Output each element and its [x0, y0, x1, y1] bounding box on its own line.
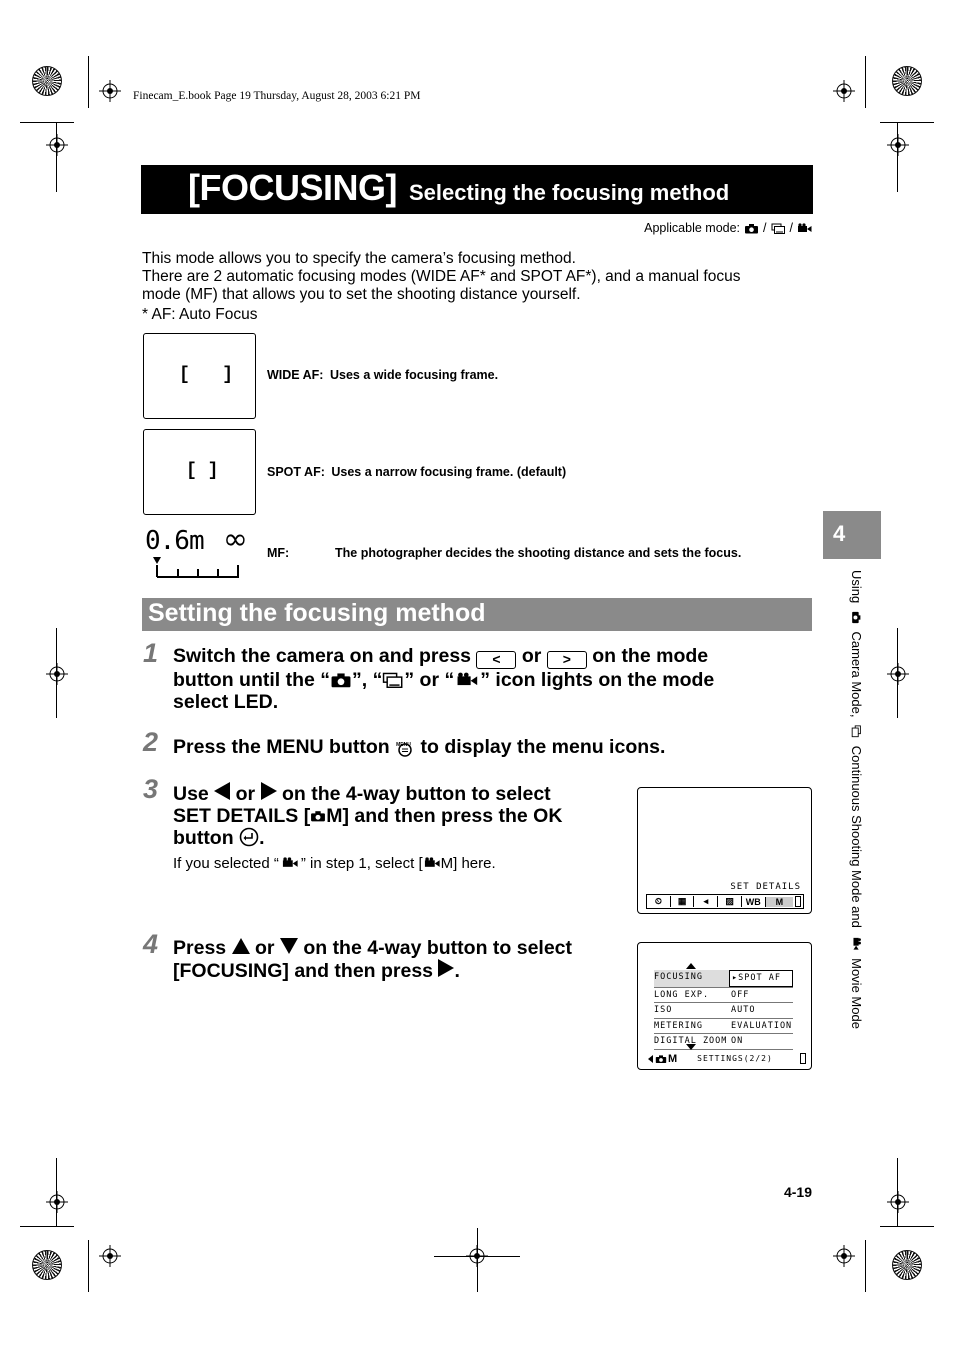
infinity-symbol: ∞	[223, 522, 248, 557]
settings-row[interactable]	[654, 988, 793, 1004]
setting-value: ON	[731, 1036, 744, 1046]
crop-line	[56, 628, 57, 718]
crop-line	[865, 56, 866, 108]
settings-row[interactable]	[654, 1003, 793, 1019]
page-number: 4-19	[783, 1184, 812, 1200]
section-title: Setting the focusing method	[142, 598, 812, 631]
setting-value: ▸SPOT AF	[729, 970, 793, 987]
crosshair-mark	[99, 80, 121, 102]
crosshair-mark	[46, 134, 68, 156]
registration-sunburst-top-left	[32, 66, 62, 96]
mode-text: Uses a narrow focusing frame. (default)	[331, 465, 567, 479]
wide-af-display	[143, 333, 256, 419]
chapter-side-text: Using Camera Mode, Continuous Shooting Mode and Movie Mode	[849, 570, 864, 1029]
footnote: * AF: Auto Focus	[142, 306, 258, 323]
setting-name: METERING	[654, 1020, 703, 1031]
scroll-up-icon	[686, 963, 696, 969]
crop-line	[897, 628, 898, 718]
movie-icon	[423, 857, 441, 869]
crop-line	[880, 122, 934, 123]
down-arrow-icon	[280, 938, 298, 954]
movie-icon	[797, 223, 812, 234]
settings-row[interactable]	[654, 1019, 793, 1035]
step-3-note: If you selected “ ” in step 1, select [ M] here.	[173, 855, 496, 872]
left-key-icon: <	[476, 651, 516, 669]
step-number: 3	[143, 774, 159, 804]
settings-footer-text: SETTINGS(2/2)	[697, 1054, 773, 1063]
print-header-info: Finecam_E.book Page 19 Thursday, August 28, 2003 6:21 PM	[133, 90, 421, 102]
crop-line	[56, 122, 57, 192]
step-1-text: Switch the camera on and press < or > on the mode button until the “ ”, “ ” or “ ” icon lights on the mode select LED.	[173, 645, 715, 713]
right-arrow-icon	[261, 782, 277, 800]
exposure-icon: ▨	[718, 896, 742, 907]
setting-name: LONG EXP.	[654, 989, 710, 1000]
settings-row[interactable]	[654, 970, 793, 988]
crosshair-mark	[833, 1245, 855, 1267]
registration-sunburst-bottom-right	[892, 1250, 922, 1280]
setting-name: ISO	[654, 1005, 673, 1015]
crop-line	[20, 1226, 74, 1227]
detail-mode-icon: M	[668, 1052, 678, 1065]
setting-value: OFF	[731, 989, 750, 1000]
mf-description: The photographer decides the shooting distance and sets the focus.	[335, 546, 742, 560]
movie-icon	[454, 672, 480, 688]
step-number: 1	[143, 638, 159, 668]
crosshair-mark	[887, 1191, 909, 1213]
quality-icon: ▦	[671, 896, 695, 907]
registration-sunburst-bottom-left	[32, 1250, 62, 1280]
right-arrow-icon	[438, 959, 454, 977]
crop-line	[56, 1158, 57, 1226]
crosshair-mark	[887, 663, 909, 685]
battery-icon	[800, 1053, 806, 1064]
continuous-shooting-icon	[771, 223, 786, 234]
crosshair-mark	[46, 663, 68, 685]
menu-icon-row	[646, 894, 804, 909]
ok-button-icon	[239, 827, 259, 847]
battery-icon	[795, 896, 801, 907]
spot-af-display	[143, 429, 256, 515]
intro-line: This mode allows you to specify the camera’s focusing method.	[142, 250, 576, 267]
self-timer-icon: ⏲	[647, 896, 671, 907]
settings-footer	[648, 1051, 806, 1066]
chapter-tab: 4	[823, 511, 881, 559]
spot-af-frame: [ ]	[186, 461, 219, 481]
settings-list	[654, 970, 793, 1050]
crop-line	[477, 1228, 478, 1292]
camera-icon	[744, 223, 759, 234]
wide-af-frame: [ ]	[179, 365, 234, 385]
crop-line	[897, 1158, 898, 1226]
crop-line	[880, 1226, 934, 1227]
mode-text: Uses a wide focusing frame.	[329, 368, 499, 382]
crop-line	[897, 122, 898, 192]
menu-button-icon: MENU	[395, 735, 415, 757]
settings-screen	[637, 942, 812, 1070]
screen-caption: SET DETAILS	[730, 882, 801, 892]
registration-sunburst-top-right	[892, 66, 922, 96]
set-details-screen	[637, 787, 812, 914]
intro-line: mode (MF) that allows you to set the shooting distance yourself.	[142, 286, 581, 303]
setting-value: AUTO	[731, 1005, 756, 1015]
mf-label: MF:	[267, 546, 290, 560]
set-details-icon: M	[766, 897, 793, 907]
crosshair-mark	[887, 134, 909, 156]
scroll-down-icon	[686, 1044, 696, 1050]
up-arrow-icon	[232, 938, 250, 954]
page-title: [FOCUSING]	[188, 167, 397, 208]
applicable-mode: Applicable mode: / /	[644, 221, 812, 235]
crop-line	[88, 56, 89, 108]
mf-display	[145, 522, 255, 580]
right-key-icon: >	[547, 651, 587, 669]
step-2-text: Press the MENU button MENU to display the menu icons.	[173, 736, 666, 758]
page-title-bar	[141, 165, 813, 214]
white-balance-icon: WB	[742, 897, 766, 907]
continuous-shooting-icon	[382, 672, 404, 688]
step-3-text: Use or on the 4-way button to select SET DETAILS [ M] and then press the OK button .	[173, 783, 563, 849]
spot-af-description	[267, 465, 566, 479]
setting-name: DIGITAL ZOOM	[654, 1036, 728, 1046]
mode-label: WIDE AF:	[267, 368, 324, 382]
step-4-text: Press or on the 4-way button to select [FOCUSING] and then press .	[173, 937, 573, 982]
step-number: 2	[143, 727, 159, 757]
step-number: 4	[143, 929, 159, 959]
flash-icon: ◂	[694, 896, 718, 907]
mf-distance: 0.6m	[145, 526, 204, 556]
wide-af-description	[267, 368, 498, 382]
crop-line	[434, 1256, 520, 1257]
crosshair-mark	[833, 80, 855, 102]
crosshair-mark	[46, 1191, 68, 1213]
camera-icon	[330, 672, 352, 688]
movie-icon	[849, 937, 864, 950]
applicable-mode-label: Applicable mode:	[644, 221, 741, 235]
camera-icon	[655, 1054, 667, 1064]
distance-scale-icon	[151, 555, 247, 579]
crop-line	[865, 1240, 866, 1292]
left-arrow-icon	[648, 1055, 653, 1063]
movie-icon	[279, 857, 301, 869]
settings-row[interactable]	[654, 1034, 793, 1050]
crosshair-mark	[99, 1245, 121, 1267]
continuous-shooting-icon	[850, 725, 863, 738]
camera-icon	[310, 809, 326, 823]
left-arrow-icon	[214, 782, 230, 800]
mode-label: SPOT AF:	[267, 465, 325, 479]
intro-paragraph	[142, 250, 802, 304]
setting-value: EVALUATION	[731, 1020, 793, 1031]
setting-name: FOCUSING	[654, 970, 729, 987]
crop-line	[20, 122, 74, 123]
intro-line: There are 2 automatic focusing modes (WIDE AF* and SPOT AF*), and a manual focus	[142, 268, 741, 285]
page-subtitle: Selecting the focusing method	[408, 180, 730, 205]
crop-line	[88, 1240, 89, 1292]
camera-icon	[850, 611, 863, 624]
